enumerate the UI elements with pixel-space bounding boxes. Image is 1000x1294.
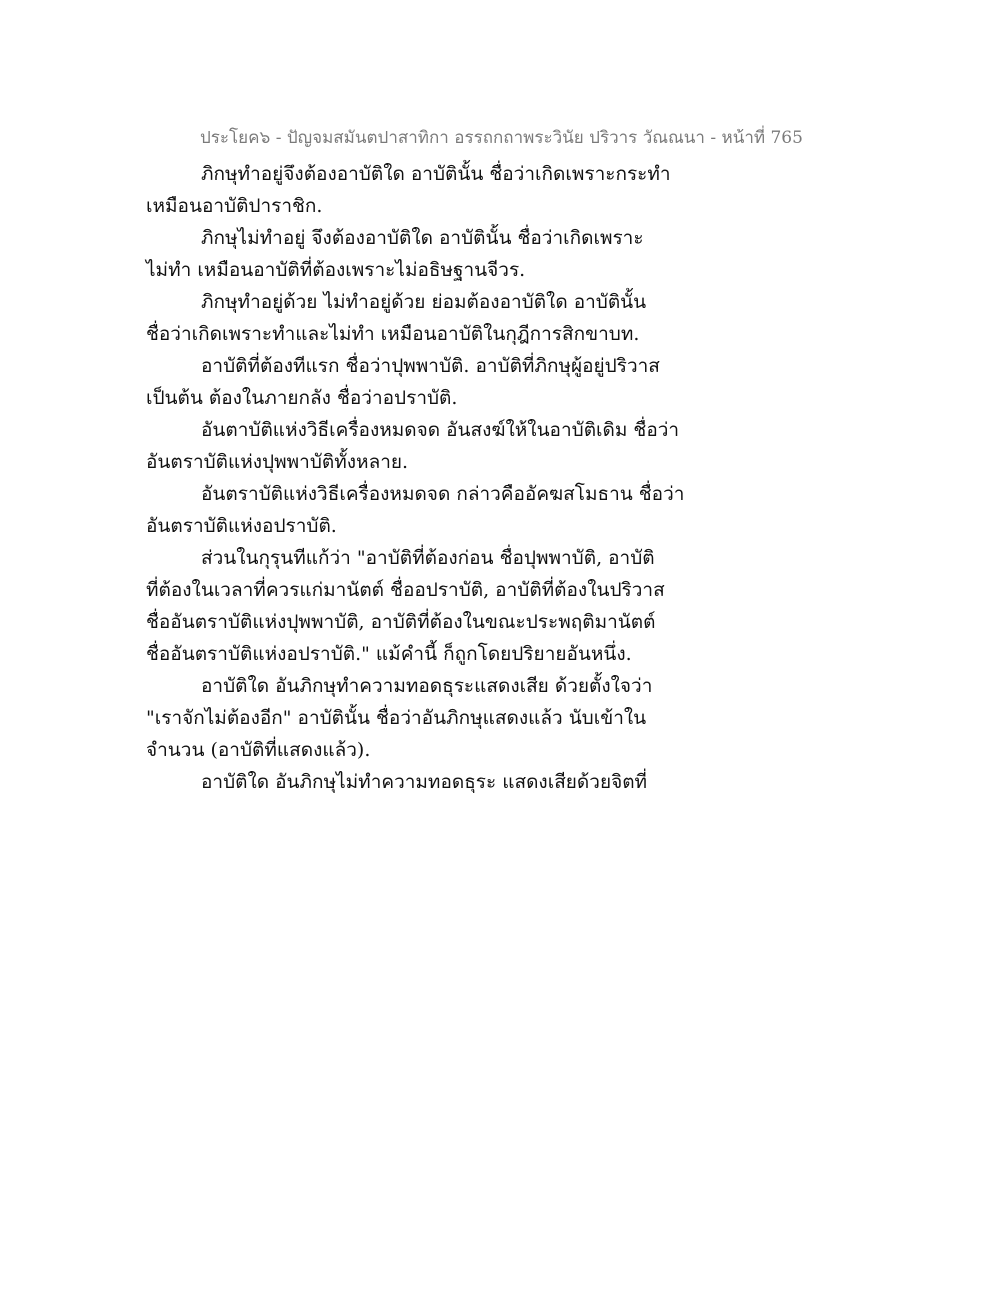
paragraph-line: อันตาบัติแห่งวิธีเครื่องหมดจด อันสงฆ์ให้ในอาบัติเดิม ชื่อว่า <box>201 419 680 441</box>
paragraph-line: อาบัติที่ต้องทีแรก ชื่อว่าปุพพาบัติ. อาบัติที่ภิกษุผู้อยู่ปริวาส <box>201 355 660 377</box>
paragraph-line: ภิกษุทำอยู่จึงต้องอาบัติใด อาบัตินั้น ชื่อว่าเกิดเพราะกระทำ <box>201 163 671 185</box>
paragraph-line: ชื่ออันตราบัติแห่งอปราบัติ." แม้คำนี้ ก็ถูกโดยปริยายอันหนึ่ง. <box>146 643 632 665</box>
running-header: ประโยค๖ - ปัญจมสมันตปาสาทิกา อรรถกถาพระวินัย ปริวาร วัณณนา - หน้าที่ 765 <box>200 128 803 148</box>
paragraph-line: ไม่ทำ เหมือนอาบัติที่ต้องเพราะไม่อธิษฐานจีวร. <box>146 259 526 281</box>
paragraph-line: จำนวน (อาบัติที่แสดงแล้ว). <box>146 739 371 761</box>
paragraph-line: ที่ต้องในเวลาที่ควรแก่มานัตต์ ชื่ออปราบัติ, อาบัติที่ต้องในปริวาส <box>146 579 665 601</box>
paragraph-line: อันตราบัติแห่งวิธีเครื่องหมดจด กล่าวคืออัคฆสโมธาน ชื่อว่า <box>201 483 685 505</box>
paragraph-line: อาบัติใด อันภิกษุทำความทอดธุระแสดงเสีย ด้วยตั้งใจว่า <box>201 675 653 697</box>
paragraph-line: เหมือนอาบัติปาราชิก. <box>146 195 323 217</box>
paragraph-line: อันตราบัติแห่งปุพพาบัติทั้งหลาย. <box>146 451 409 473</box>
paragraph-line: อันตราบัติแห่งอปราบัติ. <box>146 515 337 537</box>
paragraph-line: ภิกษุทำอยู่ด้วย ไม่ทำอยู่ด้วย ย่อมต้องอาบัติใด อาบัตินั้น <box>201 291 647 313</box>
paragraph-line: ส่วนในกุรุนทีแก้ว่า "อาบัติที่ต้องก่อน ชื่อปุพพาบัติ, อาบัติ <box>201 547 655 569</box>
paragraph-line: อาบัติใด อันภิกษุไม่ทำความทอดธุระ แสดงเสียด้วยจิตที่ <box>201 771 648 793</box>
body-text <box>146 158 706 798</box>
paragraph-line: ชื่อว่าเกิดเพราะทำและไม่ทำ เหมือนอาบัติในกุฎีการสิกขาบท. <box>146 323 640 345</box>
paragraph-line: เป็นต้น ต้องในภายกลัง ชื่อว่าอปราบัติ. <box>146 387 458 409</box>
paragraph-line: ชื่ออันตราบัติแห่งปุพพาบัติ, อาบัติที่ต้องในขณะประพฤติมานัตต์ <box>146 611 656 633</box>
paragraph-line: "เราจักไม่ต้องอีก" อาบัตินั้น ชื่อว่าอันภิกษุแสดงแล้ว นับเข้าใน <box>146 707 647 729</box>
paragraph-line: ภิกษุไม่ทำอยู่ จึงต้องอาบัติใด อาบัตินั้น ชื่อว่าเกิดเพราะ <box>201 227 644 249</box>
